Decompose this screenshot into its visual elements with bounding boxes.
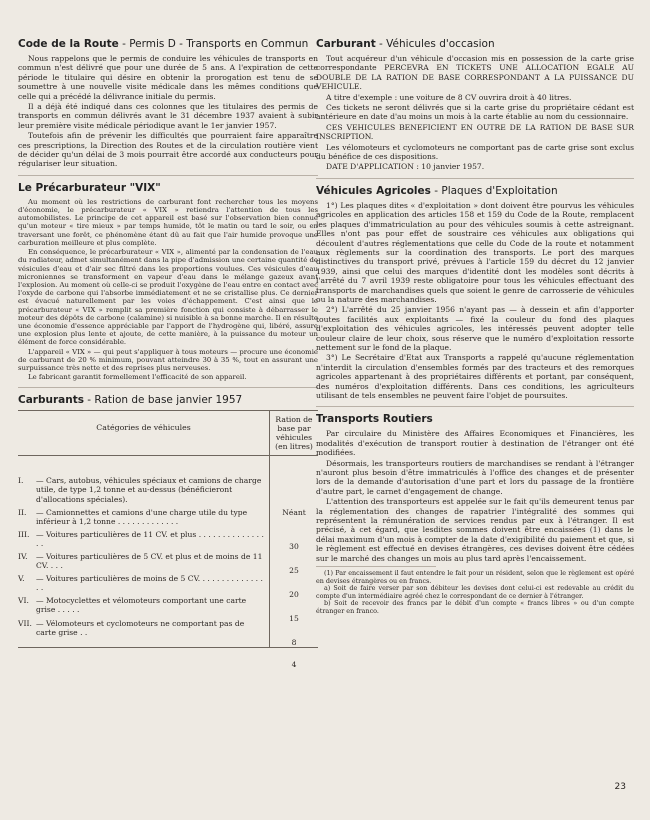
paragraph: 1°) Les plaques dites « d'exploitation » dont doivent être pourvus les véhicules agricoles en application des articles 158 et 159 du Code de la Route, remplacent les plaques d'immatriculation au pour des véhicules soumis à cette astreignant. Elles n'ont pas pour effet de soustraire ces véhicules aux obligations qui découlent d'autres réglementations que celle du Code de la route et notamment aux règlements sur la coordination des transports. Le port des marques distinctives du transport privé, prévues à l'article 159 du décret du 12 janvier 1939, ainsi que celui des marques d'identité dont les modèles sont décrits à l'arrêté du 7 avril 1939 reste obligatoire pour tous les véhicules effectuant des transports de marchandises quels que soient le genre de carrosserie de véhicules ou la nature des marchandises. — [316, 200, 634, 304]
paragraph: CES VEHICULES BENEFICIENT EN OUTRE DE LA RATION DE BASE SUR INSCRIPTION. — [316, 122, 634, 142]
ration-value: 15 — [289, 614, 299, 624]
left-column — [18, 38, 318, 670]
heading-routiers: Transports Routiers — [316, 413, 433, 426]
paragraph: Ces tickets ne seront délivrés que si la carte grise du propriétaire cédant est antérieure en date d'au moins un mois à la carte établie au nom du cessionnaire. — [316, 103, 634, 122]
divider — [18, 387, 318, 388]
divider — [316, 406, 634, 407]
section-occasion — [316, 38, 634, 172]
ration-table — [18, 410, 318, 670]
paragraph: Au moment où les restrictions de carburant font rechercher tous les moyens d'économie, le précarburateur « VIX » retiendra l'attention de tous les automobilistes. Le principe de cet appareil est basé sur l'observation bien connue qu'un moteur « tire mieux » par temps humide, tôt le matin ou tard le soir, ou en traversant une forêt, ce phénomène étant dû au fait que l'air humide provoque une carburation meilleure et plus complète. — [18, 197, 318, 247]
heading-agricoles: Véhicules Agricoles - Plaques d'Exploitation — [316, 184, 558, 197]
table-row: VI. — Motocyclettes et vélomoteurs comportant une carte grise . . . . . — [18, 596, 247, 615]
paragraph: L'attention des transporteurs est appelée sur le fait qu'ils demeurent tenus par la réglementation des changes de rapatrier l'intégralité des sommes qui représentent la rémunération de services rendus par eux à l'étranger. Il est précisé, à cet égard, que lesdites sommes doivent être encaissées (1) dans le délai maximum d'un mois à compter de la date d'exigibilité du paiement et que, si le règlement est effectué en devises étrangères, ces devises doivent être cédées sur le marché des changes un mois au plus tard après l'encaissement. — [316, 497, 634, 563]
section-carburants — [18, 394, 318, 670]
footnote: b) Soit de recevoir des francs par le débit d'un compte « francs libres » ou d'un compte étranger en franco. — [316, 599, 634, 616]
table-row: VII. — Vélomoteurs et cyclomoteurs ne comportant pas de carte grise . . — [18, 618, 245, 637]
paragraph: Nous rappelons que le permis de conduire les véhicules de transports en commun n'est délivré que pour une durée de 5 ans. A l'expiration de cette période le titulaire qui désire en obtenir la prorogation est tenu de se soumettre à une nouvelle visite médicale dans les mêmes conditions que celle qui a précédé la délivrance initiale du permis. — [18, 54, 318, 101]
paragraph: En conséquence, le précarburateur « VIX », alimenté par la condensation de l'eau du radiateur, admet simultanément dans la pipe d'admission une certaine quantité de vésicules d'eau et d'air sec filtré dans les proportions voulues. Ces vésicules d'eau microniennes se transforment en vapeur d'eau dans le mélange gazeux avant l'explosion. Au moment où celle-ci se produit l'oxygène de l'eau entre en contact avec l'oxyde de carbone qui l'absorbe immédiatement et ne se cristallise plus. Ce dernier est évacué naturellement par les voies d'échappement. C'est ainsi que le précarburateur « VIX » remplit sa première fonction qui consiste à débarrasser le moteur des dépôts de carbone (calamine) si nuisible à sa bonne marche. Il en résulte une économie d'essence appréciable par l'apport de l'hydrogène qui, libéré, assure une explosion plus lente et ajoute, de cette manière, à la puissance du moteur un élément de force considérable. — [18, 248, 318, 347]
table-row: V. — Voitures particulières de moins de 5 CV. . . . . . . . . . . . . . . . — [18, 574, 263, 593]
ration-value: 8 — [291, 638, 297, 648]
ration-value: 30 — [289, 542, 299, 552]
page-number: 23 — [614, 782, 626, 792]
heading-code-route: Code de la Route - Permis D - Transports en Commun — [18, 38, 309, 50]
column-header-categories: Catégories de véhicules — [18, 411, 270, 455]
section-routiers — [316, 413, 634, 615]
paragraph: A titre d'exemple : une voiture de 8 CV ouvrira droit à 40 litres. — [326, 92, 572, 102]
table-row: IV. — Voitures particulières de 5 CV. et plus et de moins de 11 CV. . . . — [18, 552, 263, 571]
heading-occasion: Carburant - Véhicules d'occasion — [316, 38, 495, 50]
footnote-divider — [316, 566, 436, 567]
paragraph: Tout acquéreur d'un véhicule d'occasion mis en possession de la carte grise correspondante PERCEVRA EN TICKETS UNE ALLOCATION EGALE AU DOUBLE DE LA RATION DE BASE CORRESPONDANT A LA PUISSANCE DU VEHICULE. — [316, 54, 634, 92]
section-code-route — [18, 38, 318, 169]
paragraph: Par circulaire du Ministère des Affaires Economiques et Financières, les modalités d'exécution de transport routier à destination de l'étranger ont été modifiées. — [316, 429, 634, 458]
paragraph: Le fabricant garantit formellement l'efficacité de son appareil. — [28, 373, 247, 382]
paragraph: Il a déjà été indiqué dans ces colonnes que les titulaires des permis de transports en commun délivrés avant le 31 décembre 1937 avaient à subir leur première visite médicale périodique avant le 1er janvier 1957. — [18, 102, 318, 130]
table-row: I. — Cars, autobus, véhicules spéciaux et camions de charge utile, de type 1,2 tonne et au-dessus (bénéficieront d'allocations spéciales). — [18, 476, 262, 504]
footnote: (1) Par encaissement il faut entendre le fait pour un résident, selon que le règlement est opéré en devises étrangères ou en francs. — [316, 569, 634, 585]
ration-value: 20 — [289, 590, 299, 600]
right-column — [316, 38, 634, 620]
section-precarburateur — [18, 182, 318, 381]
paragraph: Toutefois afin de prévenir les difficultés que pourraient faire apparaître ces prescriptions, la Direction des Routes et de la circulation routière vient de décider qu'un délai de 3 mois pourrait être accordé aux conducteurs pour régulariser leur situation. — [18, 131, 318, 169]
heading-precarburateur: Le Précarburateur "VIX" — [18, 181, 161, 194]
section-agricoles — [316, 185, 634, 401]
table-row: II. — Camionnettes et camions d'une charge utile du type inférieur à 1,2 tonne . . . . . . . . . . . . . — [18, 507, 248, 526]
paragraph: 3°) Le Secrétaire d'Etat aux Transports a rappelé qu'aucune réglementation n'interdit la circulation d'ensembles formés par des tracteurs et des remorques agricoles appartenant à des propriétaires différents et portant, par conséquent, des numéros d'exploitation différents. Dans ces conditions, les agriculteurs utilisant de tels ensembles ne peuvent faire l'objet de poursuites. — [316, 353, 634, 400]
table-header — [18, 411, 318, 456]
divider — [316, 178, 634, 179]
divider — [18, 175, 318, 176]
categories-column — [18, 456, 270, 646]
ration-value: 4 — [291, 660, 297, 670]
paragraph: 2°) L'arrêté du 25 janvier 1956 n'ayant pas — à dessein et afin d'apporter toutes facilités aux exploitants — fixé la couleur du fond des plaques d'exploitation des véhicules agricoles, les intéressés peuvent adopter telle couleur claire de leur choix, sous réserve que le numéro d'exploitation ressorte nettement sur le fond de la plaque. — [316, 305, 634, 352]
values-column — [270, 456, 318, 670]
column-header-ration: Ration de base par véhicules (en litres) — [275, 415, 313, 452]
paragraph: Désormais, les transporteurs routiers de marchandises se rendant à l'étranger n'auront plus besoin d'être immatriculés à l'office des changes et de présenter lors de la demande d'autorisation d'une part et lors du passage de la frontière d'autre part, le carnet d'engagement de change. — [316, 458, 634, 496]
footnote: a) Soit de faire verser par son débiteur les devises dont celui-ci est redevable au crédit du compte d'un intermédiaire agréé chez le correspondant de ce dernier à l'étranger. — [316, 584, 634, 600]
table-body — [18, 456, 318, 670]
table-row: III. — Voitures particulières de 11 CV. et plus . . . . . . . . . . . . . . . . — [18, 529, 264, 548]
paragraph: Les vélomoteurs et cyclomoteurs ne comportant pas de carte grise sont exclus du bénéfice de ces dispositions. — [316, 142, 634, 162]
ration-value: 25 — [289, 566, 299, 576]
heading-carburants: Carburants - Ration de base janvier 1957 — [18, 394, 243, 407]
paragraph: L'appareil « VIX » — qui peut s'appliquer à tous moteurs — procure une économie de carburant de 20 % minimum, pouvant atteindre 30 à 35 %, tout en assurant une surpuissance très nette et des reprises plus nerveuses. — [18, 347, 318, 372]
ration-value: Néant — [282, 508, 306, 518]
paragraph: DATE D'APPLICATION : 10 janvier 1957. — [326, 162, 485, 172]
